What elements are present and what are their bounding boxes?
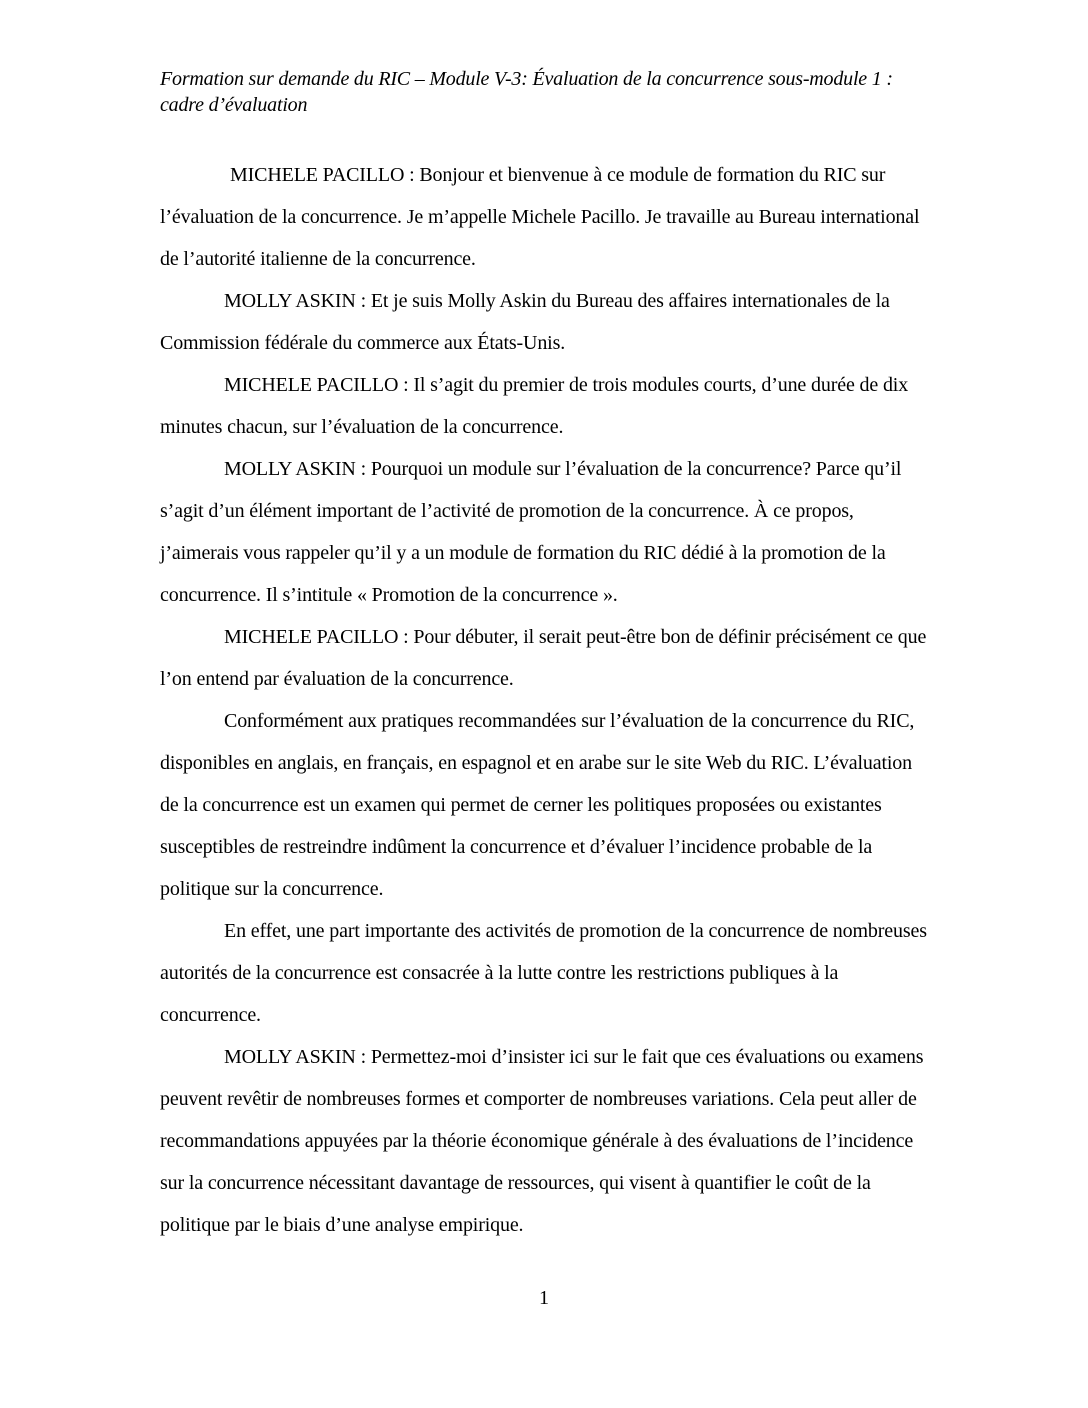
speaker-name: MICHELE PACILLO : (224, 374, 409, 396)
paragraph-text: Conformément aux pratiques recommandées sur l’évaluation de la concurrence du RIC, disponibles en anglais, en français, en espagnol et en arabe sur le site Web du RIC. L’évaluation de la concurrence est un examen qui permet de cerner les politiques proposées ou existantes susceptibles de restreindre indûment la concurrence et d’évaluer l’incidence probable de la politique sur la concurrence. (160, 710, 915, 900)
transcript-paragraph (160, 280, 932, 364)
speaker-name: MOLLY ASKIN : (224, 1046, 366, 1068)
paragraph-text: Il s’agit du premier de trois modules courts, d’une durée de dix minutes chacun, sur l’évaluation de la concurrence. (160, 374, 909, 438)
speaker-name: MOLLY ASKIN : (224, 458, 366, 480)
paragraph-text: Pourquoi un module sur l’évaluation de la concurrence? Parce qu’il s’agit d’un élément important de l’activité de promotion de la concurrence. À ce propos, j’aimerais vous rappeler qu’il y a un module de formation du RIC dédié à la promotion de la concurrence. Il s’intitule « Promotion de la concurrence ». (160, 458, 902, 606)
transcript-body (160, 154, 932, 1246)
paragraph-text: Bonjour et bienvenue à ce module de formation du RIC sur l’évaluation de la concurrence. Je m’appelle Michele Pacillo. Je travaille au Bureau international de l’autorité italienne de la concurrence. (160, 164, 920, 270)
document-header: Formation sur demande du RIC – Module V-3: Évaluation de la concurrence sous-module 1 : cadre d’évaluation (160, 68, 893, 116)
transcript-paragraph (160, 448, 932, 616)
transcript-paragraph (160, 700, 932, 910)
transcript-paragraph (160, 910, 932, 1036)
transcript-paragraph (160, 1036, 932, 1246)
paragraph-text: Pour débuter, il serait peut-être bon de définir précisément ce que l’on entend par évaluation de la concurrence. (160, 626, 927, 690)
speaker-name: MOLLY ASKIN : (224, 290, 366, 312)
transcript-paragraph (160, 616, 932, 700)
speaker-name: MICHELE PACILLO : (230, 164, 415, 186)
page-number: 1 (539, 1287, 549, 1309)
transcript-paragraph (160, 154, 932, 280)
transcript-paragraph (160, 364, 932, 448)
paragraph-text: Permettez-moi d’insister ici sur le fait que ces évaluations ou examens peuvent revêtir de nombreuses formes et comporter de nombreuses variations. Cela peut aller de recommandations appuyées par la théorie économique générale à des évaluations de l’incidence sur la concurrence nécessitant davantage de ressources, qui visent à quantifier le coût de la politique par le biais d’une analyse empirique. (160, 1046, 924, 1236)
paragraph-text: En effet, une part importante des activités de promotion de la concurrence de nombreuses autorités de la concurrence est consacrée à la lutte contre les restrictions publiques à la concurrence. (160, 920, 927, 1026)
paragraph-text: Et je suis Molly Askin du Bureau des affaires internationales de la Commission fédérale du commerce aux États-Unis. (160, 290, 890, 354)
speaker-name: MICHELE PACILLO : (224, 626, 409, 648)
